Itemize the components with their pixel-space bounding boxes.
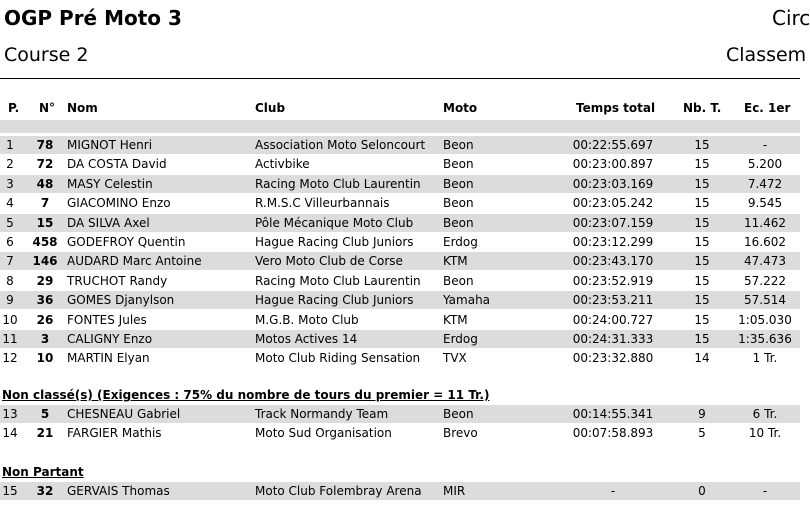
cell-name: FONTES Jules	[67, 312, 147, 327]
cell-position: 8	[6, 273, 14, 288]
cell-position: 1	[6, 138, 14, 152]
col-header-moto: Moto	[443, 101, 478, 115]
cell-moto: Beon	[443, 176, 474, 191]
cell-total-time: 00:23:52.919	[572, 273, 654, 288]
race-subtitle: Course 2	[4, 44, 89, 66]
non-classe-heading: Non classé(s) (Exigences : 75% du nombre de tours du premier = 11 Tr.)	[2, 388, 490, 402]
cell-position: 15	[2, 484, 18, 498]
cell-moto: KTM	[443, 312, 468, 327]
cell-name: MIGNOT Henri	[67, 138, 153, 152]
table-row	[0, 233, 800, 251]
cell-number: 29	[36, 273, 54, 288]
cell-total-time: 00:23:00.897	[572, 157, 654, 172]
non-partant-heading: Non Partant	[2, 465, 84, 479]
cell-total-time: 00:22:55.697	[572, 138, 654, 152]
cell-club: M.G.B. Moto Club	[255, 312, 359, 327]
cell-name: GOMES Djanylson	[67, 293, 175, 308]
cell-club: Motos Actives 14	[255, 332, 358, 346]
cell-total-time: 00:23:53.211	[572, 293, 654, 308]
cell-laps: 5	[698, 426, 706, 441]
table-row	[0, 405, 800, 423]
cell-position: 7	[6, 254, 14, 269]
cell-total-time: 00:23:05.242	[572, 196, 654, 211]
cell-laps: 14	[694, 351, 710, 366]
cell-gap: 11.462	[744, 215, 786, 230]
cell-position: 4	[6, 196, 14, 211]
cell-name: AUDARD Marc Antoine	[67, 254, 202, 269]
cell-name: MARTIN Elyan	[67, 351, 150, 366]
table-header-band	[0, 120, 800, 133]
table-row	[0, 482, 800, 500]
cell-moto: Beon	[443, 196, 474, 211]
cell-position: 6	[6, 235, 14, 249]
cell-gap: 7.472	[747, 176, 783, 191]
cell-position: 14	[2, 426, 18, 441]
cell-moto: MIR	[443, 484, 466, 498]
cell-gap: 57.222	[744, 273, 786, 288]
table-row	[0, 214, 800, 232]
cell-number: 72	[36, 157, 54, 172]
cell-position: 3	[6, 176, 14, 191]
cell-club: Hague Racing Club Juniors	[255, 293, 414, 308]
cell-total-time: 00:07:58.893	[572, 426, 654, 441]
cell-number: 48	[36, 176, 54, 191]
cell-total-time: 00:23:43.170	[572, 254, 654, 269]
cell-position: 2	[6, 157, 14, 172]
cell-moto: Erdog	[443, 235, 478, 249]
cell-position: 12	[2, 351, 18, 366]
table-row	[0, 349, 800, 367]
classement-label: Classem	[726, 44, 807, 66]
cell-gap: 9.545	[747, 196, 783, 211]
cell-number: 146	[32, 254, 58, 269]
cell-gap: 1 Tr.	[752, 351, 778, 366]
cell-club: Moto Club Riding Sensation	[255, 351, 421, 366]
cell-gap: 6 Tr.	[752, 407, 778, 421]
cell-name: TRUCHOT Randy	[67, 273, 168, 288]
cell-number: 32	[36, 484, 54, 498]
cell-laps: 15	[694, 196, 710, 211]
cell-number: 26	[36, 312, 54, 327]
cell-position: 10	[2, 312, 18, 327]
cell-gap: 57.514	[744, 293, 786, 308]
cell-name: MASY Celestin	[67, 176, 153, 191]
header-divider	[0, 78, 800, 79]
cell-club: Hague Racing Club Juniors	[255, 235, 414, 249]
cell-gap: 1:05.030	[738, 312, 792, 327]
cell-moto: TVX	[443, 351, 467, 366]
cell-gap: 47.473	[744, 254, 786, 269]
cell-club: Moto Club Folembray Arena	[255, 484, 422, 498]
cell-laps: 15	[694, 235, 710, 249]
cell-moto: KTM	[443, 254, 468, 269]
cell-gap: -	[762, 138, 768, 152]
cell-moto: Beon	[443, 273, 474, 288]
cell-name: FARGIER Mathis	[67, 426, 162, 441]
cell-number: 458	[32, 235, 58, 249]
cell-club: Vero Moto Club de Corse	[255, 254, 403, 269]
cell-gap: 5.200	[747, 157, 783, 172]
table-row	[0, 252, 800, 270]
cell-moto: Yamaha	[443, 293, 491, 308]
cell-name: DA COSTA David	[67, 157, 167, 172]
cell-total-time: 00:23:12.299	[572, 235, 654, 249]
cell-laps: 15	[694, 273, 710, 288]
cell-moto: Beon	[443, 157, 474, 172]
cell-position: 11	[2, 332, 18, 346]
cell-club: Racing Moto Club Laurentin	[255, 176, 421, 191]
cell-club: R.M.S.C Villeurbannais	[255, 196, 390, 211]
cell-total-time: 00:24:31.333	[572, 332, 654, 346]
cell-name: GODEFROY Quentin	[67, 235, 186, 249]
cell-club: Activbike	[255, 157, 310, 172]
cell-gap: -	[762, 484, 768, 498]
cell-club: Track Normandy Team	[255, 407, 389, 421]
cell-moto: Brevo	[443, 426, 478, 441]
cell-moto: Erdog	[443, 332, 478, 346]
cell-position: 5	[6, 215, 14, 230]
cell-laps: 15	[694, 138, 710, 152]
cell-gap: 10 Tr.	[748, 426, 782, 441]
table-row	[0, 291, 800, 309]
cell-laps: 15	[694, 254, 710, 269]
cell-number: 36	[36, 293, 54, 308]
cell-laps: 15	[694, 215, 710, 230]
cell-number: 21	[36, 426, 54, 441]
col-header-nbt: Nb. T.	[683, 101, 722, 115]
cell-laps: 15	[694, 332, 710, 346]
table-row	[0, 194, 800, 212]
col-header-num: N°	[39, 101, 56, 115]
cell-name: CALIGNY Enzo	[67, 332, 153, 346]
cell-club: Moto Sud Organisation	[255, 426, 392, 441]
cell-moto: Beon	[443, 138, 474, 152]
col-header-temps: Temps total	[576, 101, 656, 115]
col-header-nom: Nom	[67, 101, 98, 115]
cell-gap: 16.602	[744, 235, 786, 249]
cell-number: 5	[40, 407, 50, 421]
table-row	[0, 424, 800, 442]
table-row	[0, 136, 800, 154]
cell-number: 7	[40, 196, 50, 211]
col-header-ec: Ec. 1er	[744, 101, 791, 115]
cell-total-time: 00:24:00.727	[572, 312, 654, 327]
cell-club: Association Moto Seloncourt	[255, 138, 426, 152]
cell-total-time: 00:14:55.341	[572, 407, 654, 421]
col-header-club: Club	[255, 101, 286, 115]
table-row	[0, 330, 800, 348]
cell-total-time: 00:23:32.880	[572, 351, 654, 366]
cell-total-time: -	[610, 484, 616, 498]
col-header-pos: P.	[8, 101, 20, 115]
cell-laps: 15	[694, 312, 710, 327]
cell-moto: Beon	[443, 215, 474, 230]
table-row	[0, 155, 800, 173]
cell-club: Pôle Mécanique Moto Club	[255, 215, 414, 230]
cell-name: DA SILVA Axel	[67, 215, 150, 230]
table-row	[0, 311, 800, 329]
page-title: OGP Pré Moto 3	[4, 6, 182, 30]
cell-total-time: 00:23:07.159	[572, 215, 654, 230]
cell-laps: 9	[698, 407, 706, 421]
cell-gap: 1:35.636	[738, 332, 792, 346]
cell-position: 13	[2, 407, 18, 421]
cell-club: Racing Moto Club Laurentin	[255, 273, 421, 288]
cell-name: GERVAIS Thomas	[67, 484, 170, 498]
cell-number: 10	[36, 351, 54, 366]
cell-laps: 15	[694, 293, 710, 308]
cell-name: GIACOMINO Enzo	[67, 196, 171, 211]
cell-number: 3	[40, 332, 50, 346]
cell-position: 9	[6, 293, 14, 308]
circuit-label: Circ	[772, 6, 810, 30]
cell-number: 78	[36, 138, 54, 152]
cell-number: 15	[36, 215, 54, 230]
cell-laps: 0	[698, 484, 706, 498]
cell-total-time: 00:23:03.169	[572, 176, 654, 191]
cell-laps: 15	[694, 157, 710, 172]
table-row	[0, 272, 800, 290]
cell-laps: 15	[694, 176, 710, 191]
table-row	[0, 175, 800, 193]
cell-moto: Beon	[443, 407, 474, 421]
cell-name: CHESNEAU Gabriel	[67, 407, 181, 421]
